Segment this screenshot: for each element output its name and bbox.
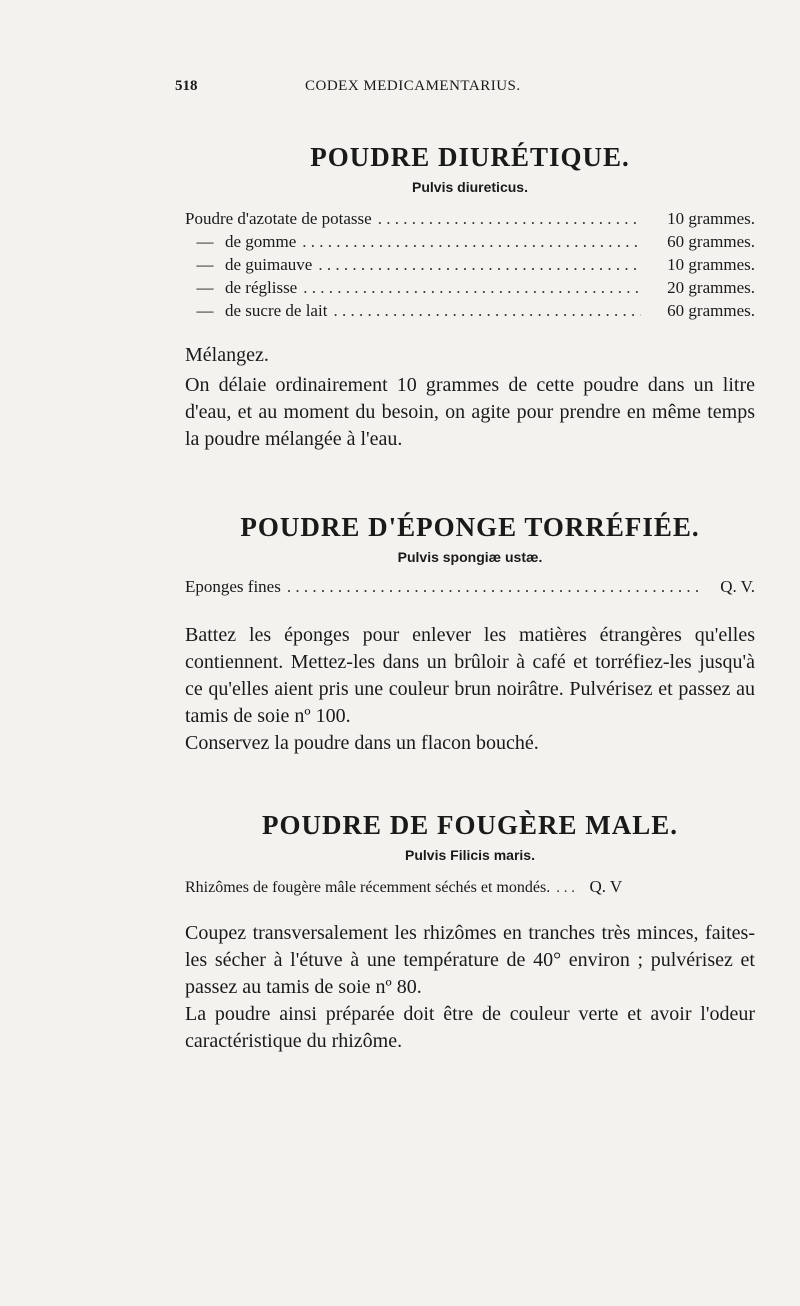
recipe-list	[185, 877, 755, 900]
section-title: POUDRE D'ÉPONGE TORRÉFIÉE.	[240, 512, 700, 542]
instruction-paragraph: Battez les éponges pour enlever les matières étrangères qu'elles contiennent. Mettez-les dans un brûloir à café et torréfiez-les jusqu'à ce qu'elles aient pris une couleur brun noirâtre. Pulvérisez et passez au tamis de soie nº 100.	[185, 624, 755, 727]
ingredient-name: Poudre d'azotate de potasse	[185, 209, 372, 228]
section-poudre-fougere	[185, 810, 755, 1055]
recipe-row	[185, 255, 755, 278]
ditto-dash: —	[196, 255, 214, 274]
recipe-list	[185, 577, 755, 600]
ingredient-quantity: 10 grammes.	[667, 209, 755, 228]
recipe-row	[185, 232, 755, 255]
instruction-paragraph: Conservez la poudre dans un flacon bouché.	[185, 732, 539, 754]
ditto-dash: —	[196, 301, 214, 320]
instruction-paragraph: La poudre ainsi préparée doit être de couleur verte et avoir l'odeur caractéristique du rhizôme.	[185, 1003, 755, 1052]
ingredient-name: Eponges fines	[185, 577, 281, 596]
ingredient-quantity: 60 grammes.	[667, 301, 755, 320]
section-poudre-diuretique	[185, 142, 755, 453]
ingredient-name: de gomme	[225, 232, 297, 251]
recipe-list	[185, 209, 755, 324]
dot-leader	[302, 232, 641, 252]
instruction-paragraph: On délaie ordinairement 10 grammes de cette poudre dans un litre d'eau, et au moment du besoin, on agite pour prendre en même temps la poudre mélangée à l'eau.	[185, 374, 755, 450]
recipe-row	[185, 278, 755, 301]
recipe-row	[185, 301, 755, 324]
recipe-row	[185, 877, 755, 900]
section-poudre-eponge	[185, 512, 755, 757]
instruction-paragraph: Mélangez.	[185, 344, 269, 366]
ingredient-quantity: Q. V	[589, 877, 623, 896]
running-head: CODEX MEDICAMENTARIUS.	[305, 78, 521, 94]
ingredient-name: Rhizômes de fougère mâle récemment séchés et mondés.	[185, 879, 551, 896]
page-header	[175, 78, 745, 100]
dot-leader	[556, 880, 576, 897]
ingredient-name: de guimauve	[225, 255, 313, 274]
ingredient-quantity: 20 grammes.	[667, 278, 755, 297]
section-title: POUDRE DE FOUGÈRE MALE.	[261, 810, 679, 840]
ingredient-quantity: 60 grammes.	[667, 232, 755, 251]
section-subtitle: Pulvis spongiæ ustæ.	[397, 549, 543, 565]
ditto-dash: —	[196, 232, 214, 251]
ingredient-name: de réglisse	[225, 278, 298, 297]
ingredient-name: de sucre de lait	[225, 301, 328, 320]
section-subtitle: Pulvis Filicis maris.	[405, 847, 535, 863]
dot-leader	[287, 577, 699, 597]
dot-leader	[303, 278, 641, 298]
dot-leader	[378, 209, 641, 229]
recipe-row	[185, 209, 755, 232]
section-subtitle: Pulvis diureticus.	[412, 179, 528, 195]
dot-leader	[318, 255, 641, 275]
ingredient-quantity: Q. V.	[720, 577, 755, 596]
dot-leader	[333, 301, 641, 321]
instruction-paragraph: Coupez transversalement les rhizômes en tranches très minces, faites-les sécher à l'étuve à une température de 40° environ ; pulvérisez et passez au tamis de soie nº 80.	[185, 922, 755, 998]
section-title: POUDRE DIURÉTIQUE.	[310, 142, 630, 172]
page-number: 518	[175, 78, 198, 94]
ingredient-quantity: 10 grammes.	[667, 255, 755, 274]
ditto-dash: —	[196, 278, 214, 297]
recipe-row	[185, 577, 755, 600]
